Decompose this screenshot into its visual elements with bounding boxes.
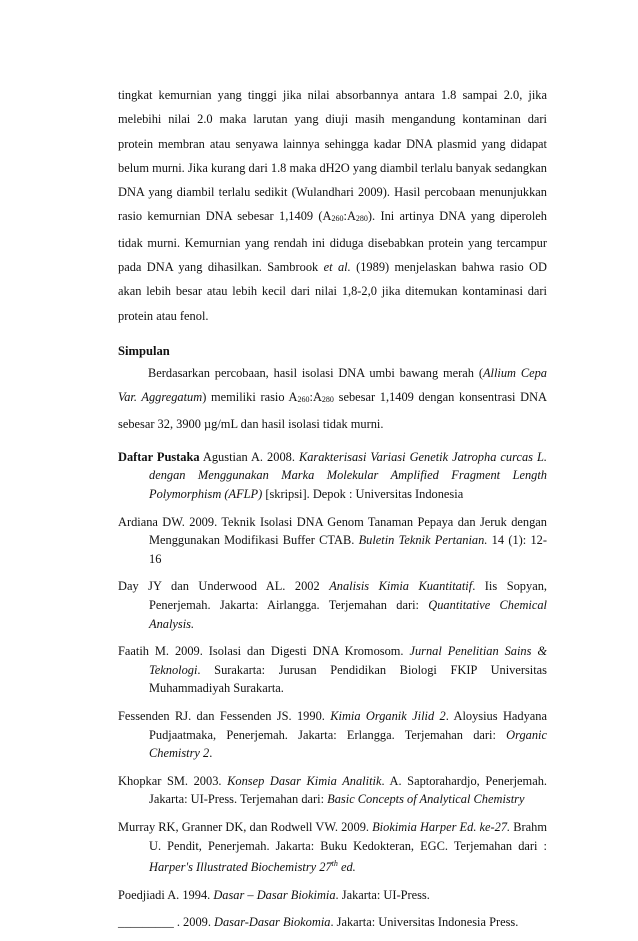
ref-title: Biokimia Harper Ed. ke-27. xyxy=(372,819,511,834)
ref-text: Faatih M. 2009. Isolasi dan Digesti DNA Kromosom. xyxy=(118,644,410,659)
reference-item xyxy=(118,772,547,809)
paragraph-text: ) memiliki rasio A xyxy=(202,390,298,405)
ref-title: Basic Concepts of Analytical Chemistry xyxy=(327,792,525,807)
reference-item xyxy=(118,642,547,698)
paragraph-text: ). Ini artinya DNA yang diperoleh tidak murni. Kemurnian yang rendah ini diduga disebabkan protein yang tercampur pada DNA yang dihasilkan. Sambrook xyxy=(118,209,547,275)
paragraph-text: (1989) menjelaskan bahwa rasio OD akan lebih besar atau lebih kecil dari nilai 1,8-2,0 jika ditemukan kontaminasi dari protein atau fenol. xyxy=(118,260,547,323)
ref-text: _________ . 2009. xyxy=(118,915,215,930)
reference-item xyxy=(118,448,547,504)
reference-item xyxy=(118,577,547,633)
ref-title: Jurnal Penelitian Sains & Teknologi xyxy=(149,644,548,677)
ref-title: Konsep Dasar Kimia Analitik xyxy=(227,773,382,788)
ref-text: . Aloysius Hadyana Pudjaatmaka, Penerjemah. Jakarta: Erlangga. Terjemahan dari: xyxy=(149,708,547,742)
paragraph-text: Berdasarkan percobaan, hasil isolasi DNA umbi bawang merah ( xyxy=(148,365,483,380)
section-heading-simpulan: Simpulan xyxy=(118,343,170,358)
italic-text: et al. xyxy=(323,260,351,275)
ref-text: [skripsi]. Depok : Universitas Indonesia xyxy=(262,487,464,502)
reference-item xyxy=(118,707,547,763)
ref-title: Analisis Kimia Kuantitatif xyxy=(329,579,473,594)
reference-item xyxy=(118,913,547,932)
ref-text: . Jakarta: Universitas Indonesia Press. xyxy=(330,915,519,930)
ref-title: Dasar-Dasar Biokomia xyxy=(214,915,331,930)
ref-text: . xyxy=(209,746,213,761)
ref-title: Quantitative Chemical Analysis. xyxy=(149,598,547,631)
species-name: Allium Cepa Var. Aggregatum xyxy=(118,365,548,405)
ref-title: Dasar – Dasar Biokimia xyxy=(213,887,336,902)
ref-title: Buletin Teknik Pertanian. xyxy=(358,533,488,548)
paragraph-text: :A xyxy=(309,390,322,405)
ref-text: 14 (1): 12-16 xyxy=(149,533,547,566)
section-heading-daftar-pustaka: Daftar Pustaka xyxy=(118,449,200,464)
ref-text: Brahm U. Pendit, Penerjemah. Jakarta: Buku Kedokteran, EGC. Terjemahan dari : xyxy=(149,819,547,853)
subscript: 260 xyxy=(331,214,344,224)
reference-list xyxy=(118,448,547,932)
ref-text: Murray RK, Granner DK, dan Rodwell VW. 2009. xyxy=(118,819,373,834)
ref-title: ed. xyxy=(337,860,356,875)
subscript: 280 xyxy=(355,214,368,224)
paragraph-text: sebesar 1,1409 dengan konsentrasi DNA sebesar 32, 3900 µg/mL dan hasil isolasi tidak murni. xyxy=(118,390,547,431)
page-content xyxy=(118,83,547,941)
ref-text: Day JY dan Underwood AL. 2002 xyxy=(118,579,330,594)
reference-item xyxy=(118,818,547,877)
ref-title: Karakterisasi Variasi Genetik Jatropha curcas L. dengan Menggunakan Marka Molekular Amplified Fragment Length Polymorphism (AFLP) xyxy=(149,449,547,502)
ref-text: Agustian A. 2008. xyxy=(199,449,299,464)
discussion-paragraph xyxy=(118,83,547,328)
ref-text: . Surakarta: Jurusan Pendidikan Biologi FKIP Universitas Muhammadiyah Surakarta. xyxy=(149,662,547,696)
conclusion-paragraph xyxy=(118,361,547,436)
ref-text: . Iis Sopyan, Penerjemah. Jakarta: Airlangga. Terjemahan dari: xyxy=(149,579,547,613)
ref-text: . A. Saptorahardjo, Penerjemah. Jakarta: UI-Press. Terjemahan dari: xyxy=(149,773,547,807)
ref-text: Khopkar SM. 2003. xyxy=(118,773,228,788)
subscript: 280 xyxy=(321,395,334,405)
subscript: 260 xyxy=(297,395,310,405)
ref-title: Harper's Illustrated Biochemistry 27 xyxy=(149,860,332,875)
paragraph-text: :A xyxy=(343,209,356,224)
ref-text: . Jakarta: UI-Press. xyxy=(335,887,430,902)
superscript: th xyxy=(331,859,338,869)
ref-text: Fessenden RJ. dan Fessenden JS. 1990. xyxy=(118,708,331,723)
reference-item xyxy=(118,886,547,905)
ref-text: Ardiana DW. 2009. Teknik Isolasi DNA Genom Tanaman Pepaya dan Jeruk dengan Menggunakan Modifikasi Buffer CTAB. xyxy=(118,514,547,548)
ref-text: Poedjiadi A. 1994. xyxy=(118,887,214,902)
reference-item xyxy=(118,513,547,569)
paragraph-text: tingkat kemurnian yang tinggi jika nilai absorbannya antara 1.8 sampai 2.0, jika melebihi nilai 2.0 maka larutan yang diuji masih mengandung kontaminan dari protein membran atau senyawa lainnya sehingga kadar DNA plasmid yang didapat belum murni. Jika kurang dari 1.8 maka dH2O yang diambil terlalu banyak sedangkan DNA yang diambil terlalu sedikit (Wulandhari 2009). Hasil percobaan menunjukkan rasio kemurnian DNA sebesar 1,1409 (A xyxy=(118,88,547,224)
ref-title: Organic Chemistry 2 xyxy=(149,727,547,761)
ref-title: Kimia Organik Jilid 2 xyxy=(330,708,446,723)
